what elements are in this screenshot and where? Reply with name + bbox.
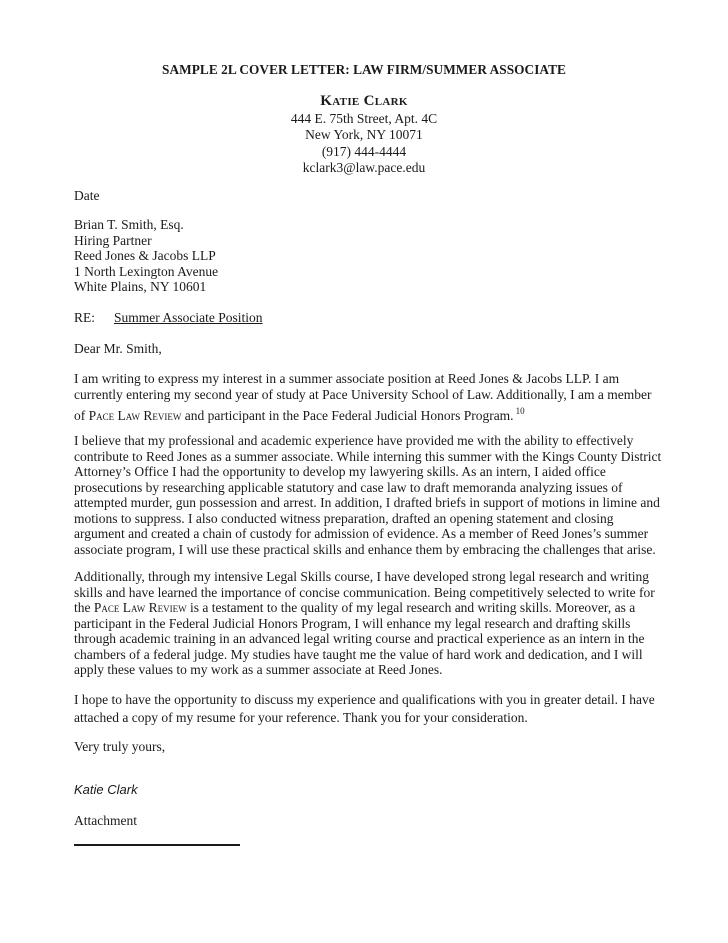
sender-address-line1: 444 E. 75th Street, Apt. 4C — [290, 111, 438, 126]
text-run: and participant in the Pace Federal Judicial Honors Program. — [181, 408, 514, 423]
paragraph-line: contribute to Reed Jones as a summer associate. While interning this summer with the Kings County District — [74, 448, 662, 464]
text-run: the — [74, 600, 94, 615]
re-label: RE: — [74, 310, 96, 325]
sender-name: Katie Clark — [320, 93, 408, 109]
salutation: Dear Mr. Smith, — [74, 341, 162, 356]
paragraph-line: motions to suppress. I also conducted witness preparation, drafted an opening statement and closing — [74, 510, 614, 526]
recipient-position: Hiring Partner — [74, 232, 152, 248]
sender-address-line2: New York, NY 10071 — [305, 127, 423, 143]
journal-name: Pace Law Review — [93, 600, 187, 615]
recipient-name: Brian T. Smith, Esq. — [74, 217, 184, 232]
paragraph-line: I am writing to express my interest in a summer associate position at Reed Jones & Jacobs LLP. I am — [74, 371, 620, 386]
paragraph-line: chambers of a federal judge. My studies have taught me the value of hard work and dedication, and I will — [74, 646, 643, 662]
letter-date: Date — [74, 188, 100, 203]
paragraph-line: I hope to have the opportunity to discuss my experience and qualifications with you in greater detail. I have — [74, 692, 655, 707]
sender-email: kclark3@law.pace.edu — [302, 159, 426, 175]
re-line — [74, 310, 263, 326]
text-run: of — [74, 408, 89, 423]
paragraph-line: I believe that my professional and academic experience have provided me with the ability to effectively — [74, 433, 634, 448]
paragraph-line: apply these values to my work as a summer associate at Reed Jones. — [74, 662, 443, 677]
letterhead — [0, 92, 728, 176]
paragraph-line: attached a copy of my resume for your reference. Thank you for your consideration. — [74, 709, 528, 725]
re-subject: Summer Associate Position — [114, 310, 263, 325]
paragraph-closing — [74, 692, 655, 725]
paragraph-line: through academic training in an advanced legal writing course and practical experience as an intern in the — [74, 631, 645, 646]
paragraph-line: argument and created a chain of custody for admission of evidence. As a member of Reed Jones’s summer — [74, 526, 649, 541]
paragraph-line — [74, 404, 649, 424]
journal-name: Pace Law Review — [88, 408, 182, 423]
recipient-city: White Plains, NY 10601 — [74, 279, 207, 294]
paragraph-line: Attorney’s Office I had the opportunity to develop my lawyering skills. As an intern, I aided office — [74, 464, 606, 479]
paragraph-line: skills and have learned the importance of concise communication. Being competitively selected to write for — [74, 584, 655, 600]
complimentary-close: Very truly yours, — [74, 739, 166, 754]
paragraph-line — [74, 600, 649, 616]
paragraph-intro — [74, 371, 652, 424]
recipient-block — [74, 217, 218, 295]
signature: Katie Clark — [74, 782, 138, 797]
paragraph-line: associate program, I will use these practical skills and enhance them by embracing the challenges that arise. — [74, 541, 656, 557]
sender-phone: (917) 444-4444 — [321, 143, 407, 159]
paragraph-line: currently entering my second year of study at Pace University School of Law. Additionally, I am a member — [74, 386, 652, 402]
text-run: is a testament to the quality of my legal research and writing skills. Moreover, as a — [186, 600, 636, 615]
document-title: SAMPLE 2L COVER LETTER: LAW FIRM/SUMMER ASSOCIATE — [162, 62, 566, 77]
paragraph-skills — [74, 569, 655, 678]
recipient-street: 1 North Lexington Avenue — [74, 263, 219, 279]
footnote-marker: 10 — [515, 406, 525, 416]
paragraph-line: prosecutions by researching applicable statutory and case law to draft memoranda analyzing issues of — [74, 479, 623, 495]
paragraph-line: Additionally, through my intensive Legal Skills course, I have developed strong legal research and writing — [74, 569, 649, 584]
paragraph-line: participant in the Federal Judicial Honors Program, I will enhance my legal research and drafting skills — [74, 615, 631, 631]
enclosure-notation: Attachment — [74, 813, 137, 828]
paragraph-line: attempted murder, gun possession and arrest. In addition, I drafted briefs in support of motions in limine and — [74, 495, 660, 510]
paragraph-experience — [74, 433, 662, 557]
recipient-firm: Reed Jones & Jacobs LLP — [74, 248, 216, 263]
footnote-separator-rule — [74, 844, 240, 846]
